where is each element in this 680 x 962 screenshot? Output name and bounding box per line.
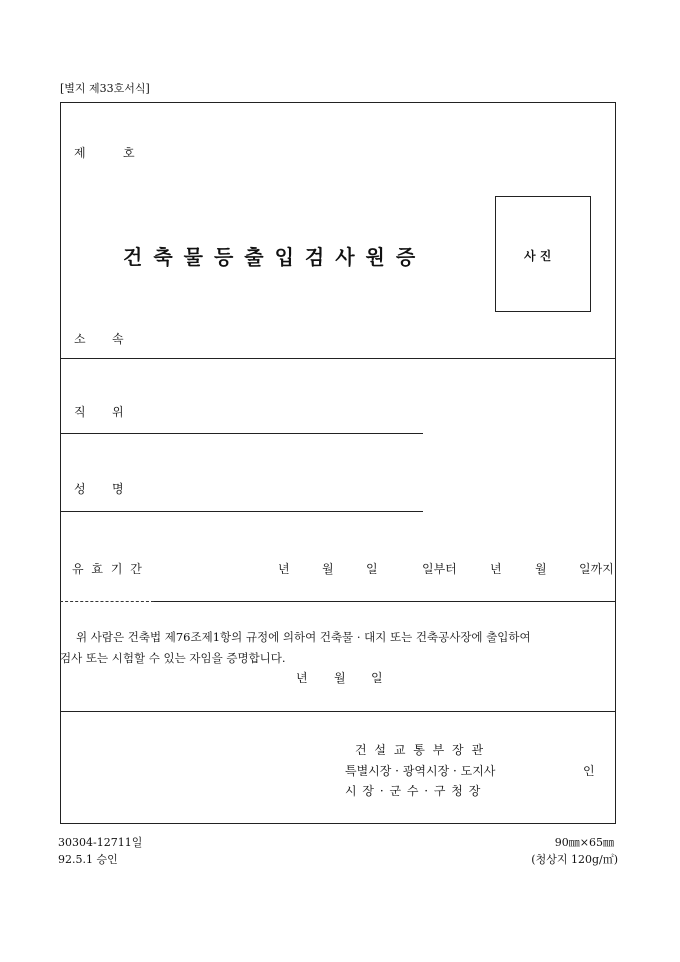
statement-day: 일 <box>371 671 383 685</box>
statement-line-1: 위 사람은 건축법 제76조제1항의 규정에 의하여 건축물 · 대지 또는 건축공사장에 출입하여 <box>76 630 531 644</box>
card-size: 90㎜×65㎜ <box>554 836 614 849</box>
position-underline <box>60 433 423 434</box>
number-label-prefix: 제 <box>74 146 86 160</box>
validity-month-from: 월 <box>322 562 334 576</box>
position-label-2: 위 <box>112 405 124 419</box>
photo-label: 사 진 <box>524 249 552 263</box>
validity-label: 유 효 기 간 <box>72 562 144 576</box>
issuer-mayor-governor: 특별시장 · 광역시장 · 도지사 <box>345 764 496 778</box>
validity-from-suffix: 일부터 <box>422 562 457 576</box>
validity-year-to: 년 <box>490 562 502 576</box>
validity-day-from: 일 <box>366 562 378 576</box>
issuer-local-heads: 시 장 · 군 수 · 구 청 장 <box>345 784 482 798</box>
statement-line-2: 검사 또는 시험할 수 있는 자임을 증명합니다. <box>60 651 286 665</box>
dashed-divider <box>60 601 154 602</box>
validity-year-from: 년 <box>278 562 290 576</box>
validity-month-to: 월 <box>535 562 547 576</box>
approval-date: 92.5.1 승인 <box>58 853 118 866</box>
issuer-divider <box>60 711 616 712</box>
form-code: 30304-12711일 <box>58 836 143 849</box>
issuer-minister: 건 설 교 통 부 장 관 <box>355 743 486 757</box>
name-underline <box>60 511 423 512</box>
name-label-2: 명 <box>112 482 124 496</box>
statement-top-divider <box>154 601 616 602</box>
statement-year: 년 <box>296 671 308 685</box>
number-label-suffix: 호 <box>123 146 135 160</box>
position-label-1: 직 <box>74 405 86 419</box>
validity-until-suffix: 일까지 <box>579 562 614 576</box>
statement-month: 월 <box>334 671 346 685</box>
seal-mark: 인 <box>583 764 595 778</box>
affiliation-label-1: 소 <box>74 332 86 346</box>
paper-spec: (청상지 120g/㎡) <box>531 853 618 866</box>
form-title: 건축물등출입검사원증 <box>123 245 427 269</box>
name-label-1: 성 <box>74 482 86 496</box>
form-reference: [별지 제33호서식] <box>60 82 150 95</box>
section-divider <box>60 358 616 359</box>
affiliation-label-2: 속 <box>112 332 124 346</box>
